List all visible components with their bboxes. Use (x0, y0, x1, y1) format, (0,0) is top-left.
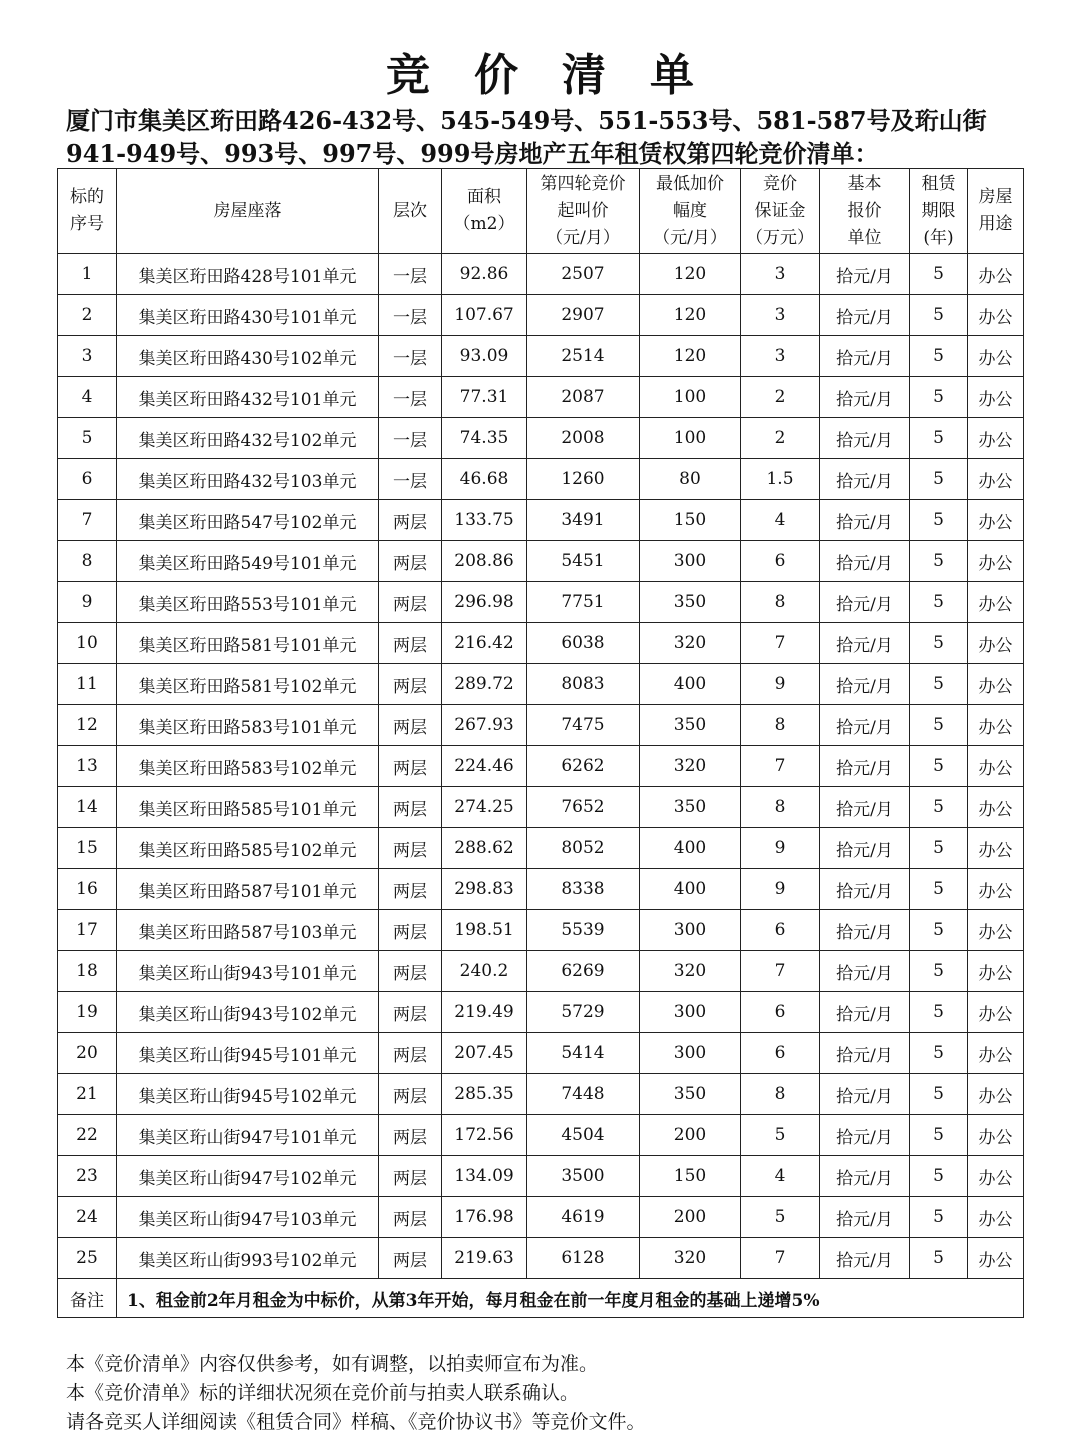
cell-area: 46.68 (442, 459, 527, 500)
cell-unit: 拾元/月 (820, 254, 910, 295)
cell-floor: 两层 (379, 787, 442, 828)
cell-area: 208.86 (442, 541, 527, 582)
cell-increment: 350 (640, 787, 741, 828)
table-body (58, 254, 1024, 1279)
cell-area: 74.35 (442, 418, 527, 459)
cell-floor: 一层 (379, 254, 442, 295)
cell-use: 办公 (968, 336, 1024, 377)
cell-area: 207.45 (442, 1033, 527, 1074)
cell-start-price: 2514 (527, 336, 640, 377)
cell-unit: 拾元/月 (820, 1238, 910, 1279)
table-row (58, 459, 1024, 500)
table-row (58, 1156, 1024, 1197)
cell-address: 集美区珩田路428号101单元 (117, 254, 379, 295)
cell-address: 集美区珩田路553号101单元 (117, 582, 379, 623)
cell-deposit: 2 (741, 377, 820, 418)
cell-start-price: 5539 (527, 910, 640, 951)
table-row (58, 500, 1024, 541)
cell-term: 5 (910, 1197, 968, 1238)
cell-increment: 350 (640, 582, 741, 623)
cell-unit: 拾元/月 (820, 1156, 910, 1197)
cell-address: 集美区珩山街947号103单元 (117, 1197, 379, 1238)
cell-seq: 13 (58, 746, 117, 787)
cell-area: 219.63 (442, 1238, 527, 1279)
cell-seq: 3 (58, 336, 117, 377)
cell-deposit: 1.5 (741, 459, 820, 500)
footer-notes (66, 1350, 1026, 1437)
cell-area: 93.09 (442, 336, 527, 377)
cell-address: 集美区珩田路432号102单元 (117, 418, 379, 459)
cell-floor: 两层 (379, 869, 442, 910)
cell-use: 办公 (968, 418, 1024, 459)
cell-use: 办公 (968, 1156, 1024, 1197)
cell-floor: 两层 (379, 500, 442, 541)
cell-increment: 350 (640, 1074, 741, 1115)
cell-address: 集美区珩山街947号102单元 (117, 1156, 379, 1197)
table-row (58, 705, 1024, 746)
cell-floor: 两层 (379, 828, 442, 869)
cell-use: 办公 (968, 1238, 1024, 1279)
cell-term: 5 (910, 910, 968, 951)
cell-start-price: 2907 (527, 295, 640, 336)
cell-seq: 1 (58, 254, 117, 295)
cell-deposit: 9 (741, 664, 820, 705)
footer-line: 本《竞价清单》内容仅供参考，如有调整，以拍卖师宣布为准。 (66, 1353, 599, 1375)
table-row (58, 254, 1024, 295)
table-header-row (58, 169, 1024, 254)
cell-deposit: 6 (741, 992, 820, 1033)
cell-address: 集美区珩田路587号101单元 (117, 869, 379, 910)
cell-use: 办公 (968, 869, 1024, 910)
cell-floor: 两层 (379, 1033, 442, 1074)
cell-increment: 100 (640, 418, 741, 459)
cell-seq: 25 (58, 1238, 117, 1279)
cell-unit: 拾元/月 (820, 664, 910, 705)
cell-area: 216.42 (442, 623, 527, 664)
cell-start-price: 5414 (527, 1033, 640, 1074)
cell-area: 176.98 (442, 1197, 527, 1238)
header-increment: 最低加价 幅度 （元/月） (640, 169, 741, 254)
cell-term: 5 (910, 500, 968, 541)
cell-floor: 一层 (379, 377, 442, 418)
cell-address: 集美区珩山街993号102单元 (117, 1238, 379, 1279)
cell-seq: 7 (58, 500, 117, 541)
cell-address: 集美区珩田路432号103单元 (117, 459, 379, 500)
cell-floor: 两层 (379, 541, 442, 582)
cell-floor: 两层 (379, 623, 442, 664)
table-row (58, 951, 1024, 992)
cell-deposit: 6 (741, 1033, 820, 1074)
cell-unit: 拾元/月 (820, 500, 910, 541)
cell-seq: 8 (58, 541, 117, 582)
cell-increment: 120 (640, 336, 741, 377)
cell-increment: 400 (640, 828, 741, 869)
cell-term: 5 (910, 992, 968, 1033)
note-text: 1、租金前2年月租金为中标价，从第3年开始，每月租金在前一年度月租金的基础上递增5% (117, 1279, 1024, 1318)
cell-area: 267.93 (442, 705, 527, 746)
cell-area: 172.56 (442, 1115, 527, 1156)
cell-seq: 20 (58, 1033, 117, 1074)
cell-area: 289.72 (442, 664, 527, 705)
cell-address: 集美区珩田路549号101单元 (117, 541, 379, 582)
cell-area: 92.86 (442, 254, 527, 295)
cell-address: 集美区珩田路430号101单元 (117, 295, 379, 336)
cell-increment: 320 (640, 951, 741, 992)
cell-deposit: 4 (741, 500, 820, 541)
cell-seq: 12 (58, 705, 117, 746)
header-deposit: 竞价 保证金 （万元） (741, 169, 820, 254)
cell-seq: 21 (58, 1074, 117, 1115)
cell-unit: 拾元/月 (820, 787, 910, 828)
header-term: 租赁 期限 (年) (910, 169, 968, 254)
header-seq: 标的 序号 (58, 169, 117, 254)
cell-unit: 拾元/月 (820, 582, 910, 623)
cell-floor: 一层 (379, 459, 442, 500)
cell-address: 集美区珩山街945号102单元 (117, 1074, 379, 1115)
page-subtitle: 厦门市集美区珩田路426-432号、545-549号、551-553号、581-587号及珩山街941-949号、993号、997号、999号房地产五年租赁权第四轮竞价清单： (66, 106, 987, 168)
cell-seq: 10 (58, 623, 117, 664)
cell-increment: 400 (640, 664, 741, 705)
cell-seq: 15 (58, 828, 117, 869)
table-row (58, 787, 1024, 828)
cell-floor: 两层 (379, 582, 442, 623)
cell-area: 298.83 (442, 869, 527, 910)
cell-unit: 拾元/月 (820, 623, 910, 664)
cell-use: 办公 (968, 705, 1024, 746)
cell-use: 办公 (968, 459, 1024, 500)
table-row (58, 336, 1024, 377)
cell-increment: 120 (640, 254, 741, 295)
cell-term: 5 (910, 787, 968, 828)
cell-increment: 300 (640, 910, 741, 951)
cell-deposit: 7 (741, 623, 820, 664)
cell-floor: 两层 (379, 1074, 442, 1115)
cell-term: 5 (910, 705, 968, 746)
cell-start-price: 2087 (527, 377, 640, 418)
cell-use: 办公 (968, 1197, 1024, 1238)
cell-increment: 350 (640, 705, 741, 746)
cell-address: 集美区珩田路583号102单元 (117, 746, 379, 787)
cell-start-price: 7475 (527, 705, 640, 746)
cell-area: 133.75 (442, 500, 527, 541)
cell-increment: 200 (640, 1115, 741, 1156)
cell-floor: 两层 (379, 705, 442, 746)
cell-deposit: 7 (741, 746, 820, 787)
cell-unit: 拾元/月 (820, 295, 910, 336)
cell-floor: 两层 (379, 1238, 442, 1279)
cell-address: 集美区珩田路430号102单元 (117, 336, 379, 377)
cell-unit: 拾元/月 (820, 1074, 910, 1115)
cell-increment: 320 (640, 1238, 741, 1279)
cell-start-price: 5729 (527, 992, 640, 1033)
cell-deposit: 8 (741, 1074, 820, 1115)
table-row (58, 377, 1024, 418)
cell-start-price: 6038 (527, 623, 640, 664)
cell-term: 5 (910, 418, 968, 459)
cell-use: 办公 (968, 746, 1024, 787)
table-row (58, 828, 1024, 869)
cell-increment: 320 (640, 623, 741, 664)
cell-term: 5 (910, 541, 968, 582)
cell-start-price: 8083 (527, 664, 640, 705)
header-address: 房屋座落 (117, 169, 379, 254)
table-row (58, 1074, 1024, 1115)
cell-address: 集美区珩田路585号101单元 (117, 787, 379, 828)
cell-term: 5 (910, 746, 968, 787)
header-unit: 基本 报价 单位 (820, 169, 910, 254)
cell-unit: 拾元/月 (820, 992, 910, 1033)
table-row (58, 1115, 1024, 1156)
cell-seq: 19 (58, 992, 117, 1033)
cell-use: 办公 (968, 1115, 1024, 1156)
cell-seq: 2 (58, 295, 117, 336)
cell-area: 274.25 (442, 787, 527, 828)
cell-address: 集美区珩山街943号102单元 (117, 992, 379, 1033)
table-row (58, 1197, 1024, 1238)
cell-use: 办公 (968, 910, 1024, 951)
cell-term: 5 (910, 623, 968, 664)
cell-address: 集美区珩田路581号101单元 (117, 623, 379, 664)
cell-use: 办公 (968, 623, 1024, 664)
cell-use: 办公 (968, 541, 1024, 582)
header-floor: 层次 (379, 169, 442, 254)
table-row (58, 541, 1024, 582)
table-row (58, 992, 1024, 1033)
cell-term: 5 (910, 1074, 968, 1115)
cell-unit: 拾元/月 (820, 869, 910, 910)
note-row (58, 1279, 1024, 1318)
cell-use: 办公 (968, 1033, 1024, 1074)
cell-term: 5 (910, 1033, 968, 1074)
cell-term: 5 (910, 459, 968, 500)
table-row (58, 623, 1024, 664)
cell-address: 集美区珩田路432号101单元 (117, 377, 379, 418)
cell-deposit: 5 (741, 1115, 820, 1156)
cell-unit: 拾元/月 (820, 746, 910, 787)
cell-address: 集美区珩山街947号101单元 (117, 1115, 379, 1156)
cell-area: 285.35 (442, 1074, 527, 1115)
cell-seq: 11 (58, 664, 117, 705)
cell-increment: 300 (640, 992, 741, 1033)
cell-term: 5 (910, 582, 968, 623)
cell-seq: 9 (58, 582, 117, 623)
cell-unit: 拾元/月 (820, 377, 910, 418)
cell-address: 集美区珩田路587号103单元 (117, 910, 379, 951)
cell-term: 5 (910, 336, 968, 377)
cell-use: 办公 (968, 377, 1024, 418)
cell-term: 5 (910, 869, 968, 910)
table-row (58, 582, 1024, 623)
footer-line: 请各竞买人详细阅读《租赁合同》样稿、《竞价协议书》等竞价文件。 (66, 1411, 646, 1433)
table-row (58, 746, 1024, 787)
table-row (58, 664, 1024, 705)
cell-address: 集美区珩田路585号102单元 (117, 828, 379, 869)
cell-start-price: 3500 (527, 1156, 640, 1197)
cell-use: 办公 (968, 295, 1024, 336)
cell-area: 296.98 (442, 582, 527, 623)
cell-term: 5 (910, 1115, 968, 1156)
cell-increment: 80 (640, 459, 741, 500)
cell-deposit: 5 (741, 1197, 820, 1238)
cell-deposit: 8 (741, 787, 820, 828)
cell-seq: 14 (58, 787, 117, 828)
table-row (58, 418, 1024, 459)
cell-floor: 两层 (379, 664, 442, 705)
table-row (58, 1033, 1024, 1074)
cell-deposit: 7 (741, 951, 820, 992)
cell-deposit: 8 (741, 705, 820, 746)
cell-use: 办公 (968, 951, 1024, 992)
cell-area: 198.51 (442, 910, 527, 951)
cell-deposit: 7 (741, 1238, 820, 1279)
cell-use: 办公 (968, 787, 1024, 828)
cell-use: 办公 (968, 992, 1024, 1033)
cell-area: 134.09 (442, 1156, 527, 1197)
bidding-table (57, 168, 1024, 1318)
table-row (58, 1238, 1024, 1279)
cell-floor: 两层 (379, 951, 442, 992)
cell-area: 288.62 (442, 828, 527, 869)
cell-use: 办公 (968, 1074, 1024, 1115)
cell-start-price: 6269 (527, 951, 640, 992)
cell-start-price: 1260 (527, 459, 640, 500)
cell-term: 5 (910, 664, 968, 705)
cell-increment: 300 (640, 541, 741, 582)
cell-deposit: 4 (741, 1156, 820, 1197)
cell-term: 5 (910, 377, 968, 418)
footer-line: 本《竞价清单》标的详细状况须在竞价前与拍卖人联系确认。 (66, 1382, 580, 1404)
cell-term: 5 (910, 828, 968, 869)
cell-address: 集美区珩山街943号101单元 (117, 951, 379, 992)
cell-increment: 200 (640, 1197, 741, 1238)
cell-area: 107.67 (442, 295, 527, 336)
cell-increment: 320 (640, 746, 741, 787)
cell-seq: 16 (58, 869, 117, 910)
cell-area: 219.49 (442, 992, 527, 1033)
cell-increment: 100 (640, 377, 741, 418)
cell-use: 办公 (968, 582, 1024, 623)
cell-start-price: 8052 (527, 828, 640, 869)
cell-start-price: 2507 (527, 254, 640, 295)
table-row (58, 295, 1024, 336)
note-label: 备注 (58, 1279, 117, 1318)
cell-start-price: 6262 (527, 746, 640, 787)
cell-term: 5 (910, 951, 968, 992)
cell-start-price: 3491 (527, 500, 640, 541)
cell-floor: 两层 (379, 1115, 442, 1156)
cell-increment: 400 (640, 869, 741, 910)
cell-unit: 拾元/月 (820, 1115, 910, 1156)
cell-use: 办公 (968, 664, 1024, 705)
cell-increment: 150 (640, 1156, 741, 1197)
cell-floor: 两层 (379, 746, 442, 787)
cell-deposit: 3 (741, 295, 820, 336)
cell-unit: 拾元/月 (820, 705, 910, 746)
cell-seq: 24 (58, 1197, 117, 1238)
cell-unit: 拾元/月 (820, 336, 910, 377)
cell-increment: 120 (640, 295, 741, 336)
cell-term: 5 (910, 1238, 968, 1279)
cell-unit: 拾元/月 (820, 828, 910, 869)
cell-floor: 两层 (379, 1156, 442, 1197)
cell-start-price: 6128 (527, 1238, 640, 1279)
cell-unit: 拾元/月 (820, 459, 910, 500)
cell-start-price: 8338 (527, 869, 640, 910)
cell-use: 办公 (968, 500, 1024, 541)
cell-start-price: 5451 (527, 541, 640, 582)
cell-deposit: 9 (741, 828, 820, 869)
cell-unit: 拾元/月 (820, 541, 910, 582)
cell-area: 77.31 (442, 377, 527, 418)
cell-seq: 23 (58, 1156, 117, 1197)
header-area: 面积 （m2） (442, 169, 527, 254)
cell-start-price: 4619 (527, 1197, 640, 1238)
cell-deposit: 8 (741, 582, 820, 623)
cell-address: 集美区珩山街945号101单元 (117, 1033, 379, 1074)
cell-start-price: 4504 (527, 1115, 640, 1156)
cell-area: 240.2 (442, 951, 527, 992)
cell-area: 224.46 (442, 746, 527, 787)
cell-start-price: 7652 (527, 787, 640, 828)
cell-deposit: 2 (741, 418, 820, 459)
cell-term: 5 (910, 295, 968, 336)
cell-address: 集美区珩田路583号101单元 (117, 705, 379, 746)
cell-floor: 两层 (379, 1197, 442, 1238)
header-start-price: 第四轮竞价 起叫价 （元/月） (527, 169, 640, 254)
cell-floor: 一层 (379, 336, 442, 377)
header-use: 房屋 用途 (968, 169, 1024, 254)
cell-seq: 4 (58, 377, 117, 418)
cell-seq: 22 (58, 1115, 117, 1156)
cell-unit: 拾元/月 (820, 910, 910, 951)
cell-seq: 17 (58, 910, 117, 951)
cell-floor: 一层 (379, 418, 442, 459)
cell-use: 办公 (968, 254, 1024, 295)
page-title: 竞价清单 (386, 50, 738, 101)
cell-start-price: 2008 (527, 418, 640, 459)
cell-floor: 两层 (379, 992, 442, 1033)
cell-use: 办公 (968, 828, 1024, 869)
cell-start-price: 7751 (527, 582, 640, 623)
cell-deposit: 3 (741, 336, 820, 377)
cell-term: 5 (910, 254, 968, 295)
cell-increment: 150 (640, 500, 741, 541)
cell-seq: 5 (58, 418, 117, 459)
cell-floor: 两层 (379, 910, 442, 951)
cell-unit: 拾元/月 (820, 951, 910, 992)
cell-address: 集美区珩田路547号102单元 (117, 500, 379, 541)
cell-deposit: 6 (741, 541, 820, 582)
cell-deposit: 3 (741, 254, 820, 295)
cell-deposit: 6 (741, 910, 820, 951)
cell-deposit: 9 (741, 869, 820, 910)
cell-term: 5 (910, 1156, 968, 1197)
cell-seq: 6 (58, 459, 117, 500)
cell-floor: 一层 (379, 295, 442, 336)
cell-address: 集美区珩田路581号102单元 (117, 664, 379, 705)
cell-increment: 300 (640, 1033, 741, 1074)
table-row (58, 869, 1024, 910)
cell-seq: 18 (58, 951, 117, 992)
cell-unit: 拾元/月 (820, 418, 910, 459)
table-row (58, 910, 1024, 951)
cell-unit: 拾元/月 (820, 1033, 910, 1074)
cell-start-price: 7448 (527, 1074, 640, 1115)
cell-unit: 拾元/月 (820, 1197, 910, 1238)
